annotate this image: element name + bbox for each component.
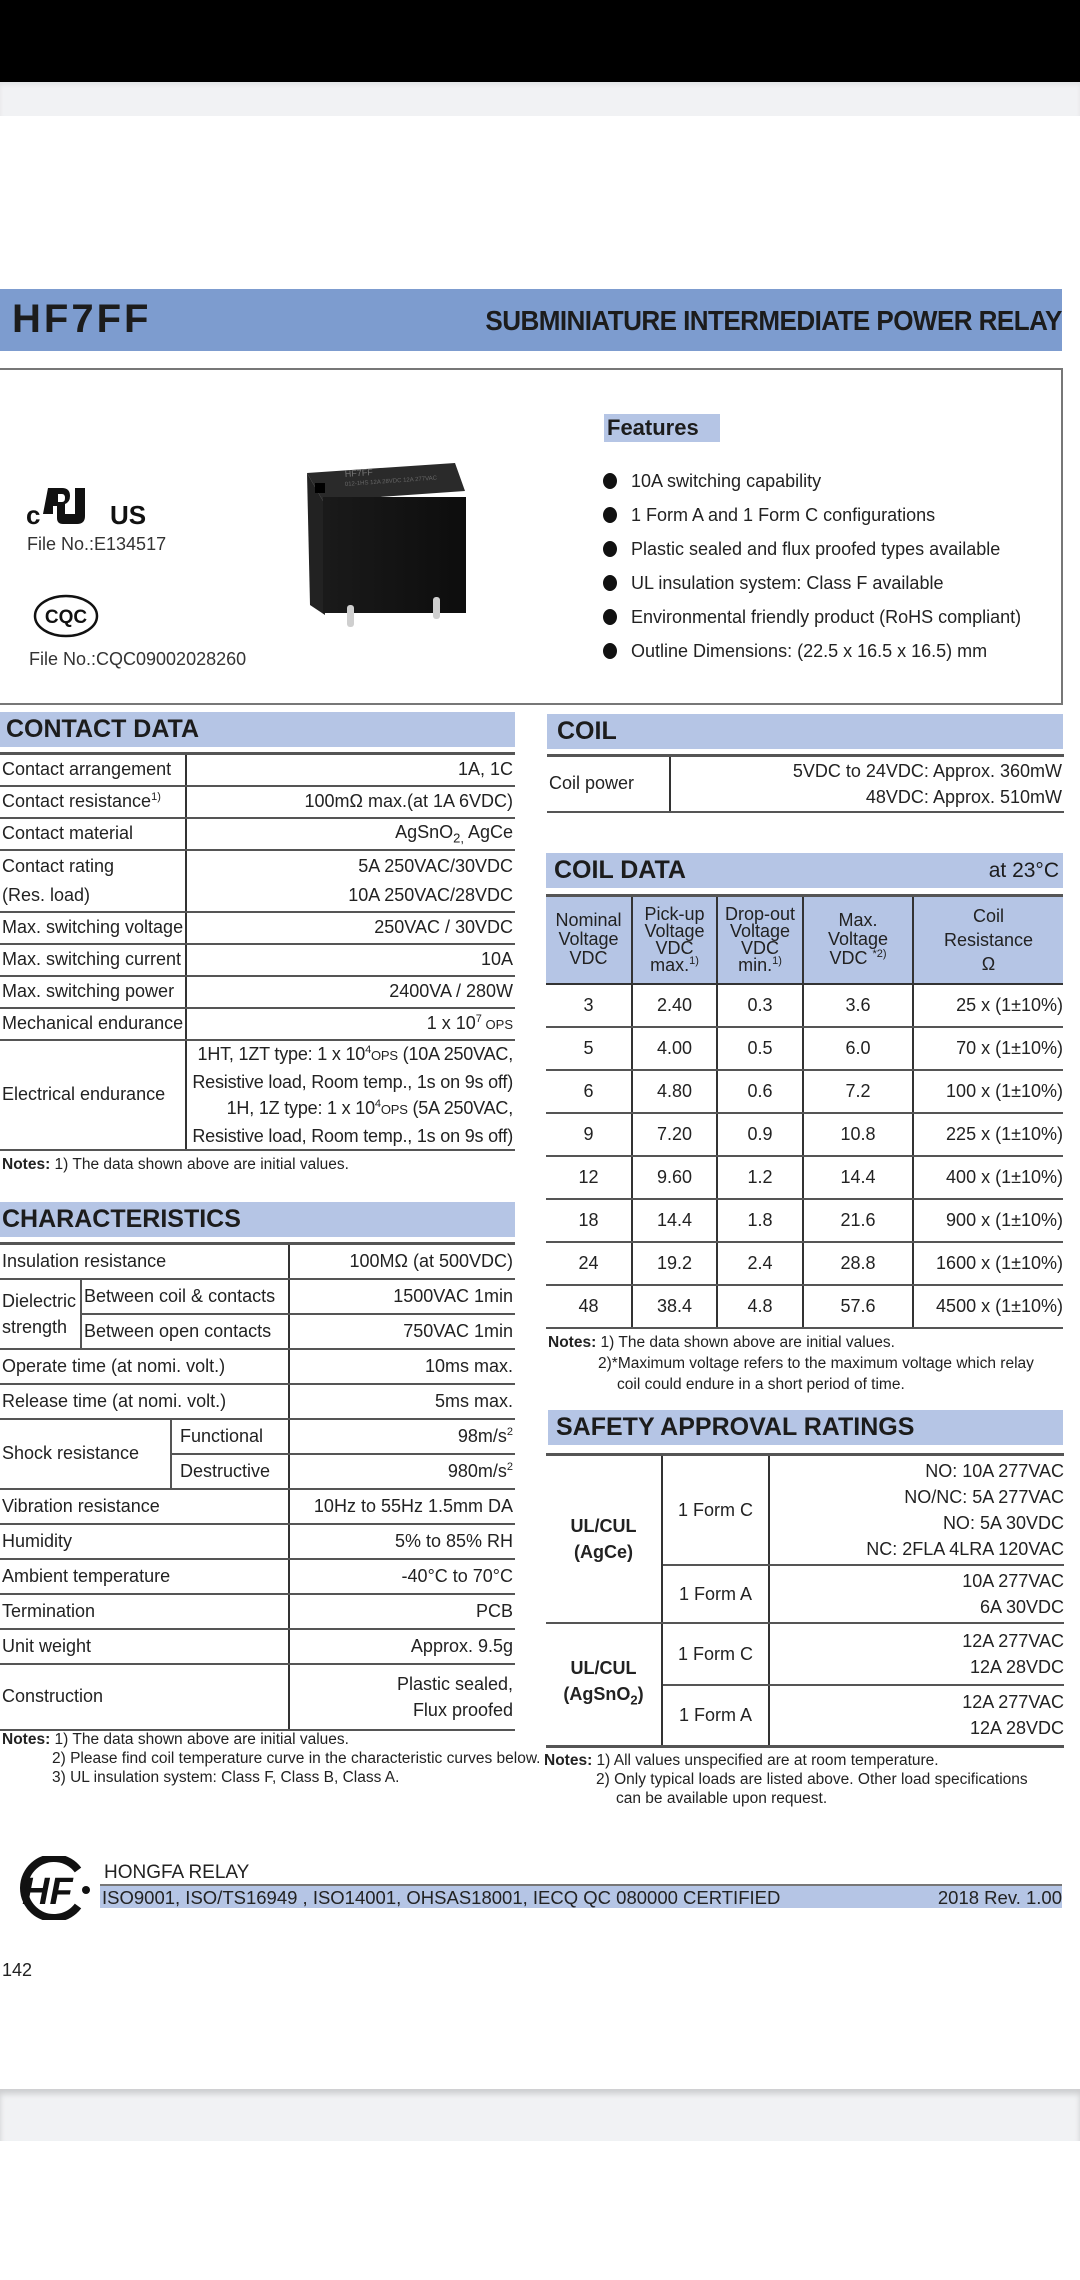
viewer-bottom-margin bbox=[0, 2089, 1080, 2141]
table-row: Shock resistance Functional $98m/s^2$ bbox=[0, 1419, 515, 1454]
ul-logo bbox=[26, 480, 156, 526]
company-name: HONGFA RELAY bbox=[104, 1862, 250, 1883]
svg-text:CQC: CQC bbox=[44, 607, 88, 628]
table-row: Unit weight Approx. 9.5g bbox=[0, 1629, 515, 1664]
table-row: 9 7.20 0.9 10.8 225 x (1±10%) bbox=[546, 1113, 1063, 1156]
bullet-icon bbox=[603, 473, 617, 489]
features-heading: Features bbox=[604, 414, 720, 442]
table-row: Construction Plastic sealed, Flux proofed bbox=[0, 1664, 515, 1730]
cqc-logo bbox=[32, 594, 100, 643]
table-row: Contact rating (Res. load) 5A 250VAC/30VDC 10A 250VAC/28VDC bbox=[0, 850, 515, 912]
table-row: 1 Form A 12A 277VAC 12A 28VDC bbox=[546, 1685, 1064, 1747]
relay-product-photo bbox=[305, 455, 495, 635]
feature-list bbox=[603, 464, 1021, 668]
coil-power-table bbox=[547, 754, 1064, 813]
coil-data-heading: COIL DATA at 23°C bbox=[546, 853, 1063, 888]
table-row: Release time (at nomi. volt.) 5ms max. bbox=[0, 1384, 515, 1419]
feature-item: Plastic sealed and flux proofed types available bbox=[603, 532, 1021, 566]
ul-recognized-icon bbox=[26, 480, 156, 528]
cqc-file-number: File No.:CQC09002028260 bbox=[29, 649, 247, 669]
coil-data-condition: at 23°C bbox=[988, 859, 1059, 882]
safety-heading: SAFETY APPROVAL RATINGS bbox=[548, 1410, 1063, 1445]
table-row: Coil power 5VDC to 24VDC: Approx. 360mW 48VDC: Approx. 510mW bbox=[547, 756, 1064, 812]
coil-data-table bbox=[546, 894, 1063, 1329]
cqc-mark-icon bbox=[32, 594, 100, 638]
feature-item: Environmental friendly product (RoHS compliant) bbox=[603, 600, 1021, 634]
ul-file-number: File No.:E134517 bbox=[27, 534, 167, 554]
characteristics-table bbox=[0, 1242, 515, 1731]
feature-item: 1 Form A and 1 Form C configurations bbox=[603, 498, 1021, 532]
table-row: Electrical endurance 1HT, 1ZT type: 1 x $10^4OPS$ (10A 250VAC, Resistive load, Room temp., 1s on 9s off) 1H, 1Z type: 1 x $10^4OPS$ (5A 250VAC, Resistive load, Room temp., 1s on 9s off) bbox=[0, 1040, 515, 1150]
table-row: 24 19.2 2.4 28.8 1600 x (1±10%) bbox=[546, 1242, 1063, 1285]
table-row: 48 38.4 4.8 57.6 4500 x (1±10%) bbox=[546, 1285, 1063, 1328]
bullet-icon bbox=[603, 643, 617, 659]
table-row: UL/CUL (AgSnO$_2$) 1 Form C 12A 277VAC 12A 28VDC bbox=[546, 1623, 1064, 1685]
svg-text:012-1HS 12A 28VDC 12A 277VAC: 012-1HS 12A 28VDC 12A 277VAC bbox=[344, 475, 438, 488]
svg-text:c: c bbox=[26, 500, 41, 528]
svg-text:HF: HF bbox=[22, 1871, 73, 1913]
svg-text:HF7FF: HF7FF bbox=[344, 467, 374, 479]
table-row: Contact arrangement 1A, 1C bbox=[0, 754, 515, 786]
table-row: Ambient temperature -40°C to 70°C bbox=[0, 1559, 515, 1594]
safety-notes: Notes: 1) All values unspecified are at room temperature. 2) Only typical loads are listed above. Other load specifications can be available upon request. bbox=[544, 1752, 1028, 1807]
table-header-row: Nominal Voltage VDC Pick-up Voltage VDC max.$^{1)}$ Drop-out Voltage VDC min.$^{1)}$ Max. Voltage VDC $^{*2)}$ Coil Resistance Ω bbox=[546, 896, 1063, 984]
status-bar bbox=[0, 0, 1080, 82]
table-row: Contact resistance$^{1)}$ 100mΩ max.(at 1A 6VDC) bbox=[0, 786, 515, 818]
table-row: Destructive $980m/s^2$ bbox=[0, 1454, 515, 1489]
table-row: Mechanical endurance 1 x $10^7$ OPS bbox=[0, 1008, 515, 1040]
viewer-top-margin bbox=[0, 82, 1080, 116]
table-row: Max. switching current 10A bbox=[0, 944, 515, 976]
table-row: 18 14.4 1.8 21.6 900 x (1±10%) bbox=[546, 1199, 1063, 1242]
table-row: Dielectric strength Between coil & contacts 1500VAC 1min bbox=[0, 1279, 515, 1314]
model-name: HF7FF bbox=[12, 297, 152, 341]
table-row: Max. switching voltage 250VAC / 30VDC bbox=[0, 912, 515, 944]
relay-icon bbox=[305, 455, 495, 630]
table-row: 5 4.00 0.5 6.0 70 x (1±10%) bbox=[546, 1027, 1063, 1070]
product-description: SUBMINIATURE INTERMEDIATE POWER RELAY bbox=[485, 305, 1062, 336]
table-row: 12 9.60 1.2 14.4 400 x (1±10%) bbox=[546, 1156, 1063, 1199]
table-row: UL/CUL (AgCe) 1 Form C NO: 10A 277VAC NO/NC: 5A 277VAC NO: 5A 30VDC NC: 2FLA 4LRA 120VAC bbox=[546, 1455, 1064, 1565]
coil-data-notes: Notes: 1) The data shown above are initial values. 2)*Maximum voltage refers to the maximum voltage which relay coil could endure in a short period of time. bbox=[548, 1334, 1034, 1393]
coil-heading: COIL bbox=[547, 714, 1063, 749]
table-row: Termination PCB bbox=[0, 1594, 515, 1629]
contact-data-heading: CONTACT DATA bbox=[0, 712, 515, 747]
characteristics-heading: CHARACTERISTICS bbox=[0, 1202, 515, 1237]
table-row: 3 2.40 0.3 3.6 25 x (1±10%) bbox=[546, 984, 1063, 1027]
feature-item: UL insulation system: Class F available bbox=[603, 566, 1021, 600]
footer-band bbox=[100, 1884, 1062, 1908]
certification-text: ISO9001, ISO/TS16949 , ISO14001, OHSAS18001, IECQ QC 080000 CERTIFIED bbox=[102, 1887, 781, 1908]
revision-text: 2018 Rev. 1.00 bbox=[937, 1887, 1062, 1908]
characteristics-notes: Notes: 1) The data shown above are initial values. 2) Please find coil temperature curve in the characteristic curves below. 3) UL insulation system: Class F, Class B, Class A. bbox=[2, 1731, 541, 1786]
table-row: Between open contacts 750VAC 1min bbox=[0, 1314, 515, 1349]
hongfa-logo bbox=[0, 1856, 96, 1925]
feature-item: 10A switching capability bbox=[603, 464, 1021, 498]
table-row: Operate time (at nomi. volt.) 10ms max. bbox=[0, 1349, 515, 1384]
table-row: 1 Form A 10A 277VAC 6A 30VDC bbox=[546, 1565, 1064, 1623]
table-row: Humidity 5% to 85% RH bbox=[0, 1524, 515, 1559]
bullet-icon bbox=[603, 507, 617, 523]
svg-text:US: US bbox=[110, 500, 147, 528]
safety-ratings-table bbox=[546, 1453, 1064, 1748]
title-band bbox=[0, 289, 1062, 351]
bullet-icon bbox=[603, 541, 617, 557]
feature-item: Outline Dimensions: (22.5 x 16.5 x 16.5) mm bbox=[603, 634, 1021, 668]
contact-data-table bbox=[0, 752, 515, 1151]
contact-notes: Notes: 1) The data shown above are initial values. bbox=[2, 1156, 349, 1173]
table-row: Insulation resistance 100MΩ (at 500VDC) bbox=[0, 1244, 515, 1279]
table-row: 6 4.80 0.6 7.2 100 x (1±10%) bbox=[546, 1070, 1063, 1113]
table-row: Vibration resistance 10Hz to 55Hz 1.5mm DA bbox=[0, 1489, 515, 1524]
bullet-icon bbox=[603, 575, 617, 591]
page-number: 142 bbox=[2, 1960, 33, 1980]
hongfa-logo-icon bbox=[0, 1856, 96, 1920]
bullet-icon bbox=[603, 609, 617, 625]
table-row: Contact material AgSnO$_{2,}$ AgCe bbox=[0, 818, 515, 850]
table-row: Max. switching power 2400VA / 280W bbox=[0, 976, 515, 1008]
